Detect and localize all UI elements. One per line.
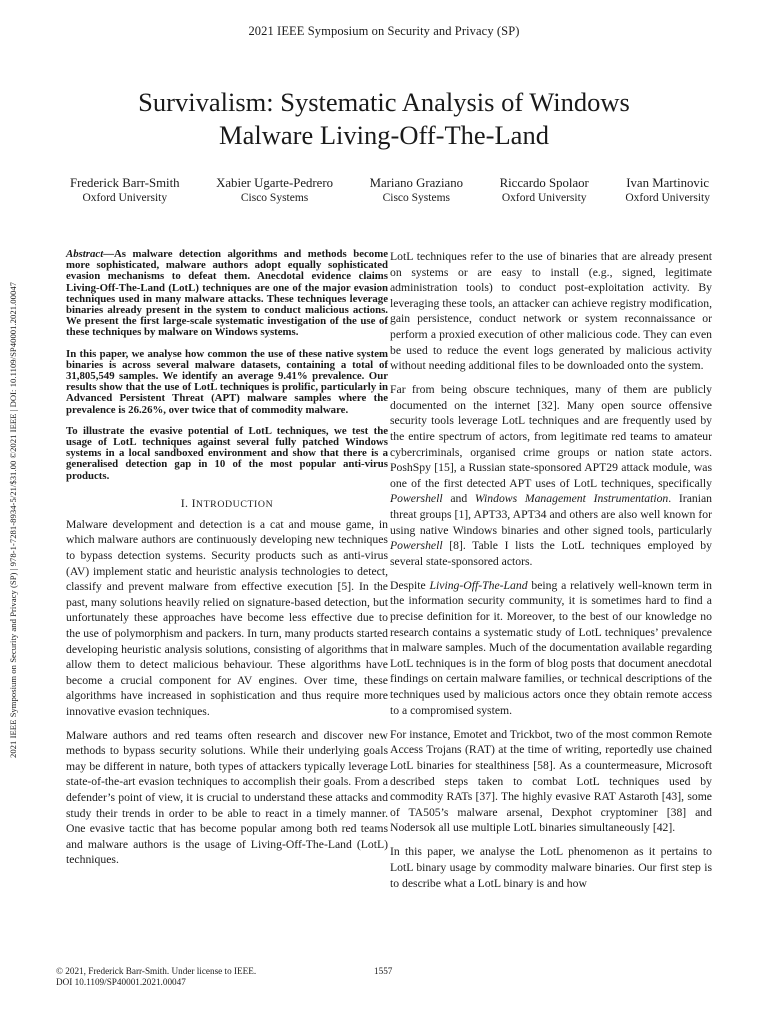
italic-term: Windows Management Instrumentation [474, 492, 669, 506]
author-block [216, 176, 333, 206]
paper-title [60, 86, 708, 152]
abstract-paragraph: To illustrate the evasive potential of LotL techniques, we test the usage of LotL techniques against several fully patched Windows systems in a local sandboxed environment and show that there is a generalised detection gap in 10 of the most popular anti-virus products. [66, 424, 388, 482]
title-line-1: Survivalism: Systematic Analysis of Windows [138, 87, 630, 117]
author-block [370, 176, 463, 206]
footer-copyright [56, 966, 256, 988]
text-run: being a relatively well-known term in the information security community, it is sometimes hard to find a precise definition for it. Moreover, to the best of our knowledge no research contains a systematic study of LotL techniques’ prevalence in malware samples. Much of the documentation available regarding LotL techniques is in the form of blog posts that document anecdotal findings on certain malware families, or technical descriptions of the techniques used by malicious actors once they obtain remote access to a compromised system. [390, 578, 713, 717]
author-block [70, 176, 180, 206]
italic-term: Living-Off-The-Land [429, 578, 528, 592]
author-block [625, 176, 710, 206]
author-name: Ivan Martinovic [626, 176, 710, 190]
right-column [390, 249, 712, 900]
section-heading [66, 496, 388, 511]
body-paragraph: In this paper, we analyse the LotL phenomenon as it pertains to LotL binary usage by commodity malware binaries. Our first step is to describe what a LotL binary is and how [390, 845, 712, 890]
section-number: I. [180, 495, 192, 510]
text-run: and [442, 492, 475, 506]
author-name: Xabier Ugarte-Pedrero [216, 176, 334, 190]
abstract-label: Abstract [66, 248, 104, 260]
doi-sidebar [4, 230, 22, 810]
text-run: Far from being obscure techniques, many of them are publicly documented on the internet [32]. Many open source offensive security tools leverage LotL techniques and are frequently used by the entire spectrum of actors, from legitimate red teams to amateur cybercriminals, organised crime groups or nation state actors. PoshSpy [15], a Russian state-sponsored APT29 attack module, was one of the first detected APT uses of LotL techniques, specifically [390, 383, 712, 490]
abstract-text: —As malware detection algorithms and methods become more sophisticated, malware authors adopt equally sophisticated evasion mechanisms to defeat them. Anecdotal evidence claims Living-Off-The-Land (LotL) techniques are one of the major evasion techniques used in many malware attacks. These techniques leverage binaries already present in the system to conduct malicious actions. We present the first large-scale systematic investigation of the use of these techniques by malware on Windows systems. [66, 248, 388, 339]
conference-header: 2021 IEEE Symposium on Security and Privacy (SP) [248, 24, 520, 38]
doi-sidebar-text: 2021 IEEE Symposium on Security and Privacy (SP) | 978-1-7281-8934-5/21/$31.00 ©2021 IEEE | DOI: 10.1109/SP40001.2021.00047 [8, 281, 18, 759]
author-name: Mariano Graziano [369, 176, 464, 190]
title-line-2: Malware Living-Off-The-Land [219, 120, 549, 150]
author-affiliation: Oxford University [625, 192, 710, 204]
author-affiliation: Oxford University [82, 192, 168, 204]
author-affiliation: Cisco Systems [382, 192, 451, 204]
text-run: . Iranian threat groups [1], APT33, APT34 and others are also well known for using native Windows binaries and other signed tools, particularly [390, 492, 713, 537]
body-paragraph: LotL techniques refer to the use of binaries that are already present on systems or are easy to install (e.g., signed, legitimate administration tools) to conduct post-exploitation activity. By leveraging these tools, an attacker can achieve registry modification, gain persistence, conduct network or system reconnaissance or perform a proxied execution of other malicious code. They can even be used to reduce the event logs generated by malicious activity without needing additional files to be downloaded onto the system. [390, 250, 712, 373]
doi-line: DOI 10.1109/SP40001.2021.00047 [56, 977, 186, 987]
body-paragraph: Malware authors and red teams often research and discover new methods to bypass security solutions. While their underlying goals may be different in nature, both types of attackers typically leverage state-of-the-art evasion techniques to accomplish their goals. From a defender’s point of view, it is crucial to understand these attacks and study their trends in order to be able to react in a timely manner. One evasive tactic that has become popular among both red teams and malware authors is the usage of Living-Off-The-Land (LotL) techniques. [66, 728, 388, 867]
author-affiliation: Oxford University [501, 192, 587, 204]
body-paragraph: Malware development and detection is a cat and mouse game, in which malware authors are continuously developing new techniques to bypass detection systems. Security products such as anti-virus (AV) implement static and heuristic analysis technologies to detect, classify and prevent malware from effective execution [5]. In the past, many solutions heavily relied on signature-based detection, but unfortunately these approaches have become less effective due to the use of polymorphism and packers. In turn, many products started developing heuristic analysis solutions, consisting of algorithms that allow them to detect malicious behaviour. These algorithms have become a crucial component for AV engines. Over time, these algorithms have increased in sophistication and thus require more innovative evasion techniques. [66, 517, 388, 718]
page-number: 1557 [374, 966, 393, 976]
author-name: Frederick Barr-Smith [70, 176, 180, 190]
abstract-paragraph: In this paper, we analyse how common the use of these native system binaries is across several malware datasets, containing a total of 31,805,549 samples. We identify an average 9.41% prevalence. Our results show that the use of LotL techniques is prolific, particularly in Advanced Persistent Threat (APT) malware samples where the prevalence is 26.26%, over twice that of commodity malware. [66, 347, 388, 416]
author-affiliation: Cisco Systems [240, 192, 309, 204]
section-first-letter: I [191, 495, 196, 510]
section-title-rest: NTRODUCTION [195, 498, 274, 510]
abstract-paragraph [66, 249, 388, 339]
text-run: Despite [390, 578, 430, 592]
body-paragraph [390, 382, 712, 569]
copyright-line: © 2021, Frederick Barr-Smith. Under license to IEEE. [56, 966, 257, 976]
left-column [66, 249, 388, 876]
author-name: Riccardo Spolaor [499, 176, 589, 190]
body-paragraph [390, 578, 712, 718]
author-block [500, 176, 589, 206]
italic-term: Powershell [390, 539, 443, 553]
author-list [70, 176, 710, 206]
body-paragraph: For instance, Emotet and Trickbot, two of the most common Remote Access Trojans (RAT) at the time of writing, reportedly use chained LotL binaries for stealthiness [58]. As a countermeasure, Microsoft described steps taken to combat LotL techniques used by commodity RATs [37]. The highly evasive RAT Astaroth [43], some of TA505’s malware arsenal, Dexphot cryptominer [38] and Nodersok all use multiple LotL binaries simultaneously [42]. [390, 727, 712, 835]
text-run: [8]. Table I lists the LotL techniques employed by several state-sponsored actors. [390, 539, 712, 568]
italic-term: Powershell [390, 492, 443, 506]
